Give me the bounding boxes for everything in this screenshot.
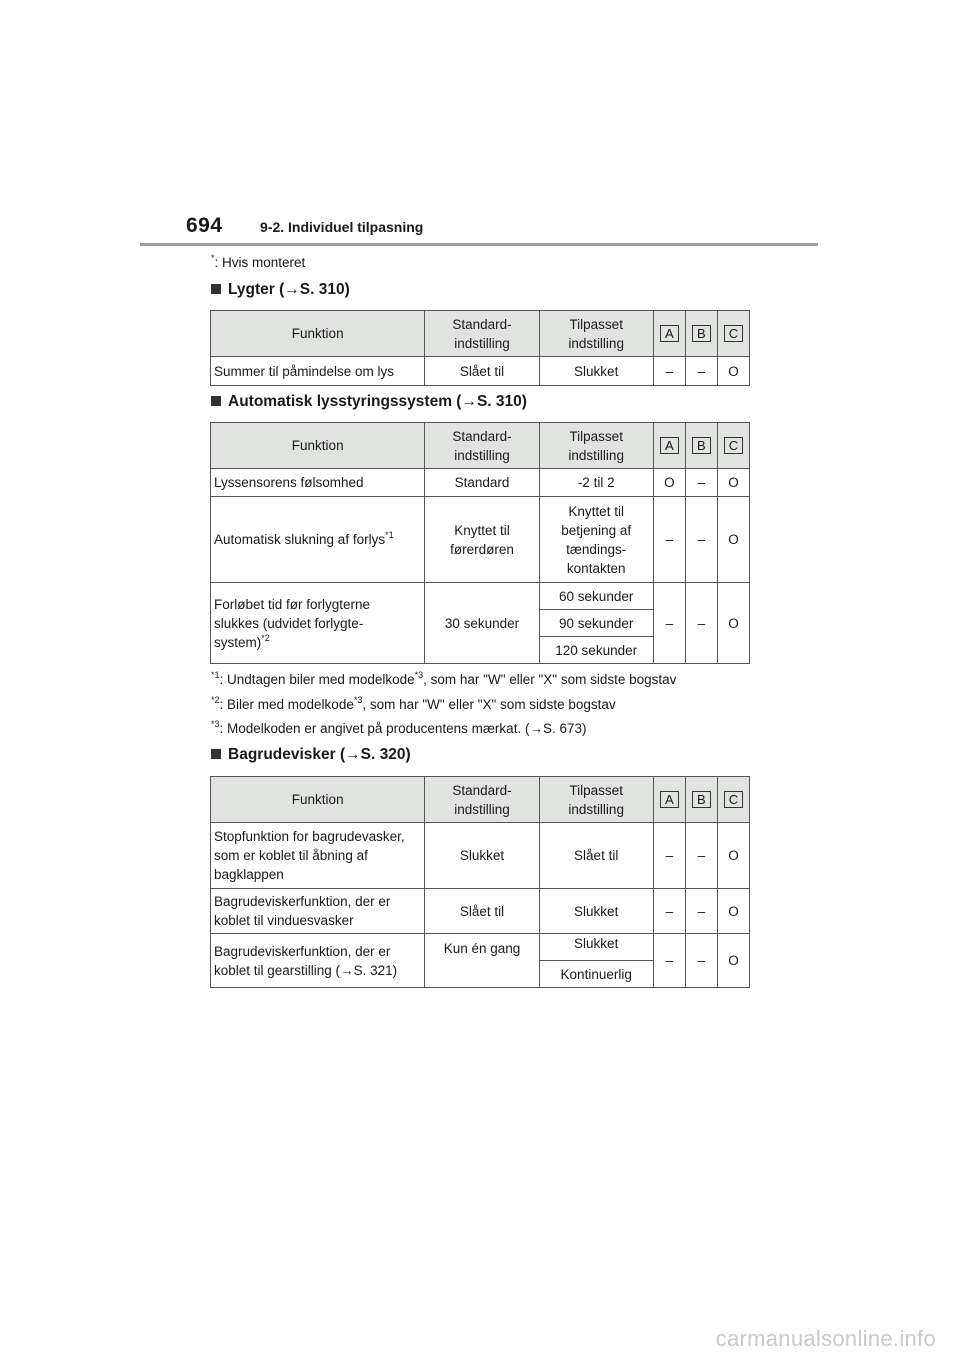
footnote-2: $^{*2}$: Biler med modelkode$^{*3}$, som har "W" eller "X" som sidste bogstav	[211, 695, 616, 712]
cell-tilpasset: Slukket	[539, 357, 653, 386]
cell-standard: Standard	[425, 469, 539, 497]
letter-c-icon: C	[724, 791, 743, 808]
cell-funktion: Bagrudeviskerfunktion, der er koblet til gearstilling (→S. 321)	[211, 934, 425, 988]
cell-standard: Slået til	[425, 357, 539, 386]
cell-c: O	[717, 469, 749, 497]
table-header-row	[211, 423, 750, 469]
heading-bagrudevisker	[211, 746, 411, 764]
cell-a: –	[653, 823, 685, 889]
cell-c: O	[717, 357, 749, 386]
note-mark: *	[211, 253, 215, 263]
note-text: : Hvis monteret	[214, 255, 306, 270]
square-bullet-icon	[211, 284, 221, 294]
header-tilpasset: Tilpasset indstilling	[539, 311, 653, 357]
cell-c: O	[717, 934, 749, 988]
cell-standard: Slukket	[425, 823, 539, 889]
page-reference: S. 320)	[360, 746, 411, 763]
table-row	[211, 583, 750, 610]
letter-b-icon: B	[692, 325, 711, 342]
arrow-right-icon: →	[340, 962, 354, 978]
letter-b-icon: B	[692, 791, 711, 808]
header-standard: Standard- indstilling	[425, 777, 539, 823]
arrow-right-icon: →	[345, 746, 361, 763]
header-tilpasset: Tilpasset indstilling	[539, 777, 653, 823]
cell-funktion: Summer til påmindelse om lys	[211, 357, 425, 386]
table-row	[211, 934, 750, 961]
table-row	[211, 357, 750, 386]
table-lygter	[210, 310, 750, 386]
header-c	[717, 423, 749, 469]
cell-tilpasset: Slået til	[539, 823, 653, 889]
heading-lysstyring	[211, 393, 527, 411]
table-row	[211, 469, 750, 497]
header-funktion: Funktion	[211, 777, 425, 823]
page-number: 694	[186, 214, 223, 237]
heading-lygter	[211, 281, 350, 299]
cell-option: 90 sekunder	[539, 610, 653, 637]
optional-note	[211, 255, 305, 270]
cell-option: 120 sekunder	[539, 637, 653, 664]
header-funktion: Funktion	[211, 423, 425, 469]
table-header-row	[211, 777, 750, 823]
cell-a: –	[653, 497, 685, 583]
cell-tilpasset: Knyttet til betjening af tændings- kontakten	[539, 497, 653, 583]
cell-option: 60 sekunder	[539, 583, 653, 610]
cell-tilpasset: Slukket	[539, 889, 653, 934]
cell-b: –	[685, 469, 717, 497]
watermark-text: carmanualsonline.info	[715, 1326, 936, 1351]
header-c	[717, 311, 749, 357]
cell-standard: Knyttet til førerdøren	[425, 497, 539, 583]
header-a	[653, 777, 685, 823]
cell-tilpasset: -2 til 2	[539, 469, 653, 497]
header-b	[685, 777, 717, 823]
cell-c: O	[717, 823, 749, 889]
cell-funktion: Lyssensorens følsomhed	[211, 469, 425, 497]
arrow-right-icon: →	[461, 393, 477, 410]
cell-c: O	[717, 583, 749, 664]
table-lysstyring	[210, 422, 750, 664]
cell-b: –	[685, 889, 717, 934]
table-row	[211, 889, 750, 934]
cell-b: –	[685, 497, 717, 583]
table-row	[211, 823, 750, 889]
heading-text: Automatisk lysstyringssystem (	[228, 393, 462, 410]
header-tilpasset: Tilpasset indstilling	[539, 423, 653, 469]
cell-standard: Slået til	[425, 889, 539, 934]
header-standard: Standard- indstilling	[425, 423, 539, 469]
header-c	[717, 777, 749, 823]
cell-option: Slukket	[539, 934, 653, 961]
cell-funktion: Forløbet tid før forlygterne slukkes (udvidet forlygte- system)$^{*2}$	[211, 583, 425, 664]
cell-a: –	[653, 934, 685, 988]
cell-b: –	[685, 583, 717, 664]
square-bullet-icon	[211, 396, 221, 406]
header-a	[653, 311, 685, 357]
letter-a-icon: A	[660, 791, 679, 808]
table-bagrudevisker	[210, 776, 750, 988]
cell-funktion: Automatisk slukning af forlys$^{*1}$	[211, 497, 425, 583]
section-title: 9-2. Individuel tilpasning	[260, 219, 424, 235]
letter-c-icon: C	[724, 325, 743, 342]
header-a	[653, 423, 685, 469]
heading-text: Lygter (	[228, 281, 285, 298]
footnote-ref: *2	[261, 632, 270, 643]
cell-funktion: Stopfunktion for bagrudevasker, som er koblet til åbning af bagklappen	[211, 823, 425, 889]
cell-b: –	[685, 934, 717, 988]
footnote-3: $^{*3}$: Modelkoden er angivet på producentens mærkat. (→S. 673)	[211, 719, 587, 736]
header-standard: Standard- indstilling	[425, 311, 539, 357]
table-row	[211, 497, 750, 583]
letter-c-icon: C	[724, 437, 743, 454]
cell-a: –	[653, 357, 685, 386]
header-b	[685, 423, 717, 469]
letter-a-icon: A	[660, 437, 679, 454]
cell-option: Kontinuerlig	[539, 961, 653, 988]
square-bullet-icon	[211, 749, 221, 759]
header-divider	[140, 243, 818, 246]
page-reference: S. 310)	[299, 281, 350, 298]
heading-text: Bagrudevisker (	[228, 746, 346, 763]
cell-standard: 30 sekunder	[425, 583, 539, 664]
cell-c: O	[717, 889, 749, 934]
cell-standard: Kun én gang	[425, 934, 539, 988]
cell-a: O	[653, 469, 685, 497]
footnote-1: $^{*1}$: Undtagen biler med modelkode$^{*3}$, som har "W" eller "X" som sidste bogstav	[211, 670, 677, 687]
header-b	[685, 311, 717, 357]
arrow-right-icon: →	[529, 721, 543, 736]
cell-a: –	[653, 889, 685, 934]
letter-b-icon: B	[692, 437, 711, 454]
letter-a-icon: A	[660, 325, 679, 342]
arrow-right-icon: →	[284, 281, 300, 298]
cell-funktion: Bagrudeviskerfunktion, der er koblet til vinduesvasker	[211, 889, 425, 934]
table-header-row	[211, 311, 750, 357]
cell-a: –	[653, 583, 685, 664]
header-funktion: Funktion	[211, 311, 425, 357]
cell-c: O	[717, 497, 749, 583]
cell-b: –	[685, 823, 717, 889]
footnote-ref: *1	[385, 530, 394, 540]
cell-b: –	[685, 357, 717, 386]
page-reference: S. 310)	[476, 393, 527, 410]
